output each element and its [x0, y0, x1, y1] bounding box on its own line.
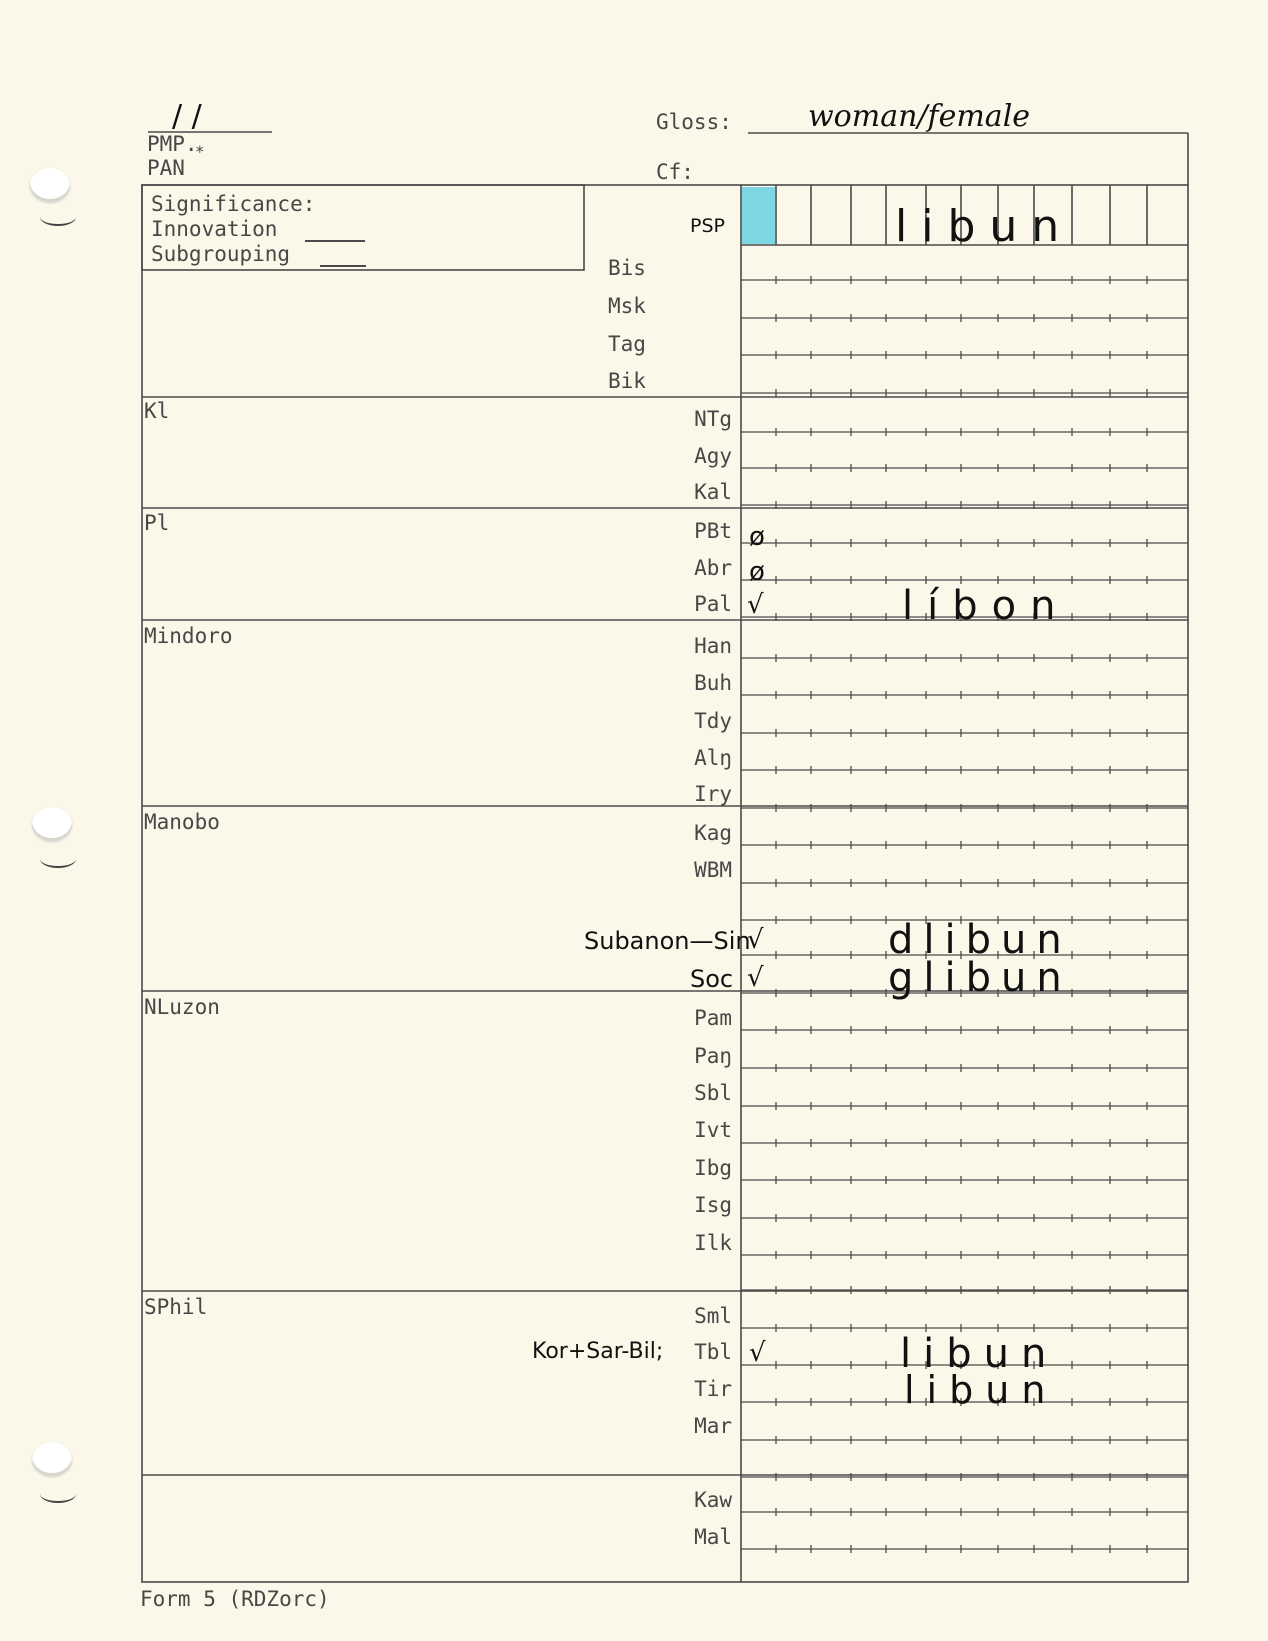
lang-alg: Alŋ	[694, 746, 732, 770]
lang-kaw: Kaw	[694, 1488, 732, 1512]
lang-sbl: Sbl	[694, 1081, 732, 1105]
soc-mark: √	[747, 963, 764, 993]
subanon-sin-label: Subanon—Sin	[584, 927, 751, 955]
pan-label: PAN	[147, 156, 185, 180]
kor-sar-bil-label: Kor+Sar-Bil;	[532, 1339, 664, 1364]
innovation-blank[interactable]	[305, 240, 365, 242]
lang-pal: Pal	[694, 592, 732, 616]
group-mindoro: Mindoro	[144, 624, 233, 648]
pal-form: líbon	[902, 583, 1070, 629]
group-pl: Pl	[144, 511, 170, 535]
tir-form: libun	[904, 1368, 1058, 1412]
lang-tdy: Tdy	[694, 709, 732, 733]
lang-bik: Bik	[608, 369, 646, 393]
tbl-mark: √	[749, 1338, 766, 1368]
lang-han: Han	[694, 634, 732, 658]
lang-agy: Agy	[694, 444, 732, 468]
pbt-mark: ø	[749, 522, 765, 552]
pmp-asterisk: *	[195, 142, 205, 161]
psp-form: libun	[895, 201, 1074, 252]
slash-marks: / /	[172, 99, 202, 134]
group-manobo: Manobo	[144, 810, 220, 834]
lang-pag: Paŋ	[694, 1044, 732, 1068]
group-sphil: SPhil	[144, 1295, 208, 1319]
lang-msk: Msk	[608, 294, 646, 318]
cf-label: Cf:	[656, 160, 694, 184]
significance-title: Significance:	[151, 192, 316, 216]
gloss-value: woman/female	[808, 99, 1031, 134]
form-label: Form 5 (RDZorc)	[140, 1587, 330, 1611]
abr-mark: ø	[749, 557, 765, 587]
pal-mark: √	[747, 590, 764, 620]
lang-mar: Mar	[694, 1414, 732, 1438]
pmp-label: PMP.	[147, 132, 198, 156]
group-kl: Kl	[144, 399, 170, 423]
lang-ilk: Ilk	[694, 1231, 732, 1255]
gloss-label: Gloss:	[656, 110, 732, 134]
lang-tag: Tag	[608, 332, 646, 356]
innovation-label: Innovation	[151, 217, 278, 241]
lang-kag: Kag	[694, 821, 732, 845]
lang-iry: Iry	[694, 782, 732, 806]
lang-ibg: Ibg	[694, 1156, 732, 1180]
lang-isg: Isg	[694, 1193, 732, 1217]
soc-label: Soc	[690, 965, 734, 993]
lang-pbt: PBt	[694, 519, 732, 543]
lang-abr: Abr	[694, 556, 732, 580]
lang-buh: Buh	[694, 671, 732, 695]
lang-tir: Tir	[694, 1377, 732, 1401]
subgrouping-blank[interactable]	[320, 265, 366, 267]
lang-ivt: Ivt	[694, 1118, 732, 1142]
psp-label: PSP	[690, 215, 725, 237]
soc-form: glibun	[888, 955, 1072, 1001]
group-nluzon: NLuzon	[144, 995, 220, 1019]
tbl-form: libun	[900, 1331, 1059, 1377]
lang-pam: Pam	[694, 1006, 732, 1030]
lang-wbm: WBM	[694, 858, 732, 882]
sin-mark: √	[747, 925, 764, 955]
lang-bis: Bis	[608, 256, 646, 280]
lang-ntg: NTg	[694, 407, 732, 431]
subgrouping-label: Subgrouping	[151, 242, 291, 266]
lang-kal: Kal	[694, 480, 732, 504]
lang-sml: Sml	[694, 1304, 732, 1328]
sin-form: dlibun	[888, 917, 1072, 963]
lang-tbl: Tbl	[694, 1340, 732, 1364]
lang-mal: Mal	[694, 1525, 732, 1549]
